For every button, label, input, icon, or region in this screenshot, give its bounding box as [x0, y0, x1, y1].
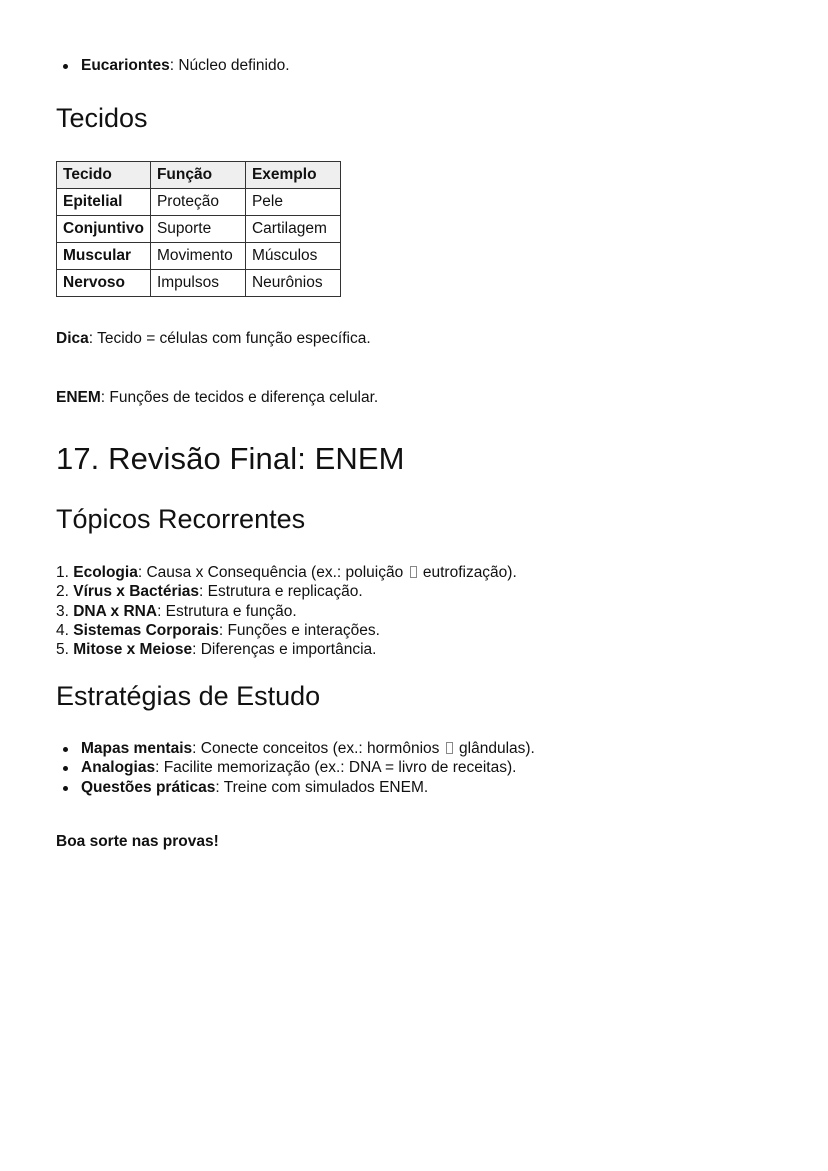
list-item: 5. Mitose x Meiose: Diferenças e importância. — [56, 641, 377, 659]
list-item: 4. Sistemas Corporais: Funções e interações. — [56, 621, 380, 639]
list-item: Mapas mentais: Conecte conceitos (ex.: hormônios glândulas). — [56, 739, 776, 758]
cell-types-list — [56, 56, 776, 76]
tissue-table — [56, 161, 341, 297]
chapter-heading: 17. Revisão Final: ENEM — [56, 441, 405, 476]
list-item: Eucariontes: Núcleo definido. — [56, 56, 776, 76]
table-cell: Epitelial — [57, 189, 151, 216]
table-row — [57, 243, 341, 270]
list-item: 3. DNA x RNA: Estrutura e função. — [56, 602, 297, 620]
tip-note: Dica: Tecido = células com função específica. — [56, 330, 371, 347]
table-cell: Muscular — [57, 243, 151, 270]
table-row — [57, 189, 341, 216]
table-cell: Pele — [245, 189, 340, 216]
column-header: Função — [150, 162, 245, 189]
table-cell: Proteção — [150, 189, 245, 216]
table-header-row — [57, 162, 341, 189]
list-item: 1. Ecologia: Causa x Consequência (ex.: poluição eutrofização). — [56, 564, 517, 581]
table-cell: Movimento — [150, 243, 245, 270]
term: Eucariontes — [81, 57, 170, 74]
list-item: Questões práticas: Treine com simulados ENEM. — [56, 778, 776, 797]
study-strategies-list — [56, 739, 776, 797]
table-cell: Suporte — [150, 216, 245, 243]
table-cell: Impulsos — [150, 270, 245, 297]
arrow-icon — [446, 742, 453, 754]
column-header: Exemplo — [245, 162, 340, 189]
list-item: Analogias: Facilite memorização (ex.: DNA = livro de receitas). — [56, 758, 776, 777]
column-header: Tecido — [57, 162, 151, 189]
table-cell: Neurônios — [245, 270, 340, 297]
arrow-icon — [410, 566, 417, 578]
section-heading-tecidos: Tecidos — [56, 103, 148, 133]
table-cell: Cartilagem — [245, 216, 340, 243]
section-heading-topicos: Tópicos Recorrentes — [56, 504, 306, 534]
table-cell: Músculos — [245, 243, 340, 270]
table-row — [57, 216, 341, 243]
table-cell: Nervoso — [57, 270, 151, 297]
enem-note: ENEM: Funções de tecidos e diferença celular. — [56, 389, 379, 406]
recurring-topics-list — [56, 563, 776, 659]
list-item: 2. Vírus x Bactérias: Estrutura e replicação. — [56, 583, 363, 601]
section-heading-estrategias: Estratégias de Estudo — [56, 681, 321, 711]
table-row — [57, 270, 341, 297]
table-cell: Conjuntivo — [57, 216, 151, 243]
closing-message: Boa sorte nas provas! — [56, 833, 219, 850]
